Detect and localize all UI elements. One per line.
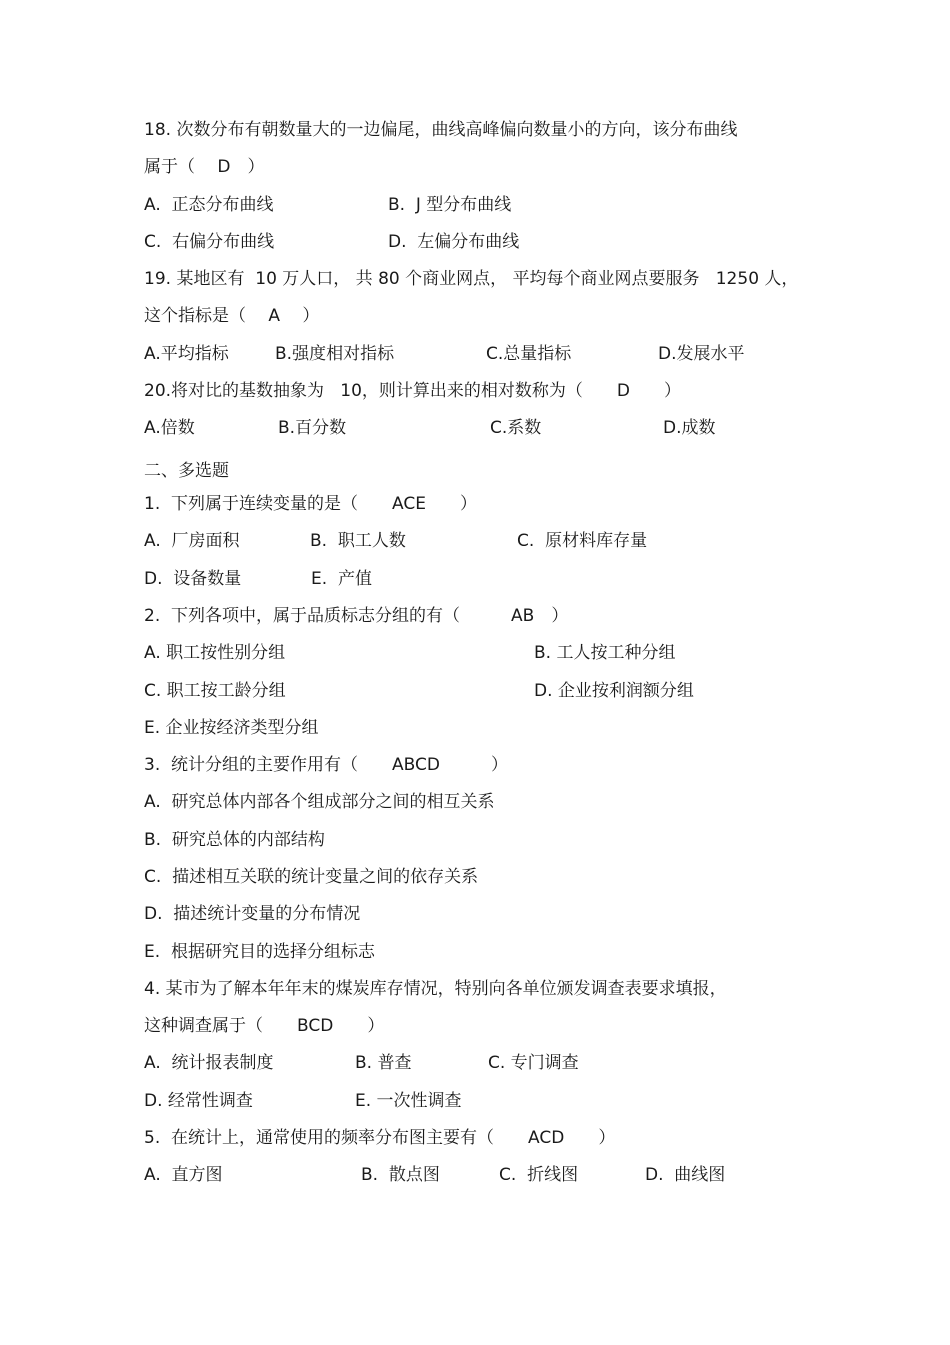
q18-stem-line1: 18. 次数分布有朝数量大的一边偏尾，曲线高峰偏向数量小的方向，该分布曲线 — [144, 120, 738, 140]
q19-option-a: A.平均指标 — [144, 344, 229, 364]
m3-option-a: A. 研究总体内部各个组成部分之间的相互关系 — [144, 792, 495, 812]
m1-option-d: D. 设备数量 — [144, 569, 242, 589]
m4-option-e: E. 一次性调查 — [355, 1091, 462, 1111]
q18-option-c: C. 右偏分布曲线 — [144, 232, 275, 252]
m4-option-c: C. 专门调查 — [488, 1053, 579, 1073]
m3-stem: 3. 统计分组的主要作用有（ ABCD ） — [144, 755, 508, 775]
q20-stem: 20.将对比的基数抽象为 10，则计算出来的相对数称为（ D ） — [144, 381, 681, 401]
q18-option-a: A. 正态分布曲线 — [144, 195, 274, 215]
m5-option-a: A. 直方图 — [144, 1165, 223, 1185]
section-heading-multiple-choice: 二、多选题 — [144, 461, 229, 481]
m5-option-d: D. 曲线图 — [645, 1165, 726, 1185]
m2-option-b: B. 工人按工种分组 — [534, 643, 676, 663]
m1-stem: 1. 下列属于连续变量的是（ ACE ） — [144, 494, 477, 514]
m4-option-d: D. 经常性调查 — [144, 1091, 253, 1111]
m4-stem-line1: 4. 某市为了解本年年末的煤炭库存情况，特别向各单位颁发调查表要求填报， — [144, 979, 727, 999]
q20-option-a: A.倍数 — [144, 418, 195, 438]
m1-option-a: A. 厂房面积 — [144, 531, 240, 551]
m2-stem: 2. 下列各项中，属于品质标志分组的有（ AB ） — [144, 606, 569, 626]
q18-option-b: B. J 型分布曲线 — [388, 195, 512, 215]
m2-option-d: D. 企业按利润额分组 — [534, 681, 694, 701]
m5-option-b: B. 散点图 — [361, 1165, 440, 1185]
q20-option-d: D.成数 — [663, 418, 716, 438]
m3-option-b: B. 研究总体的内部结构 — [144, 830, 325, 850]
m4-stem-line2: 这种调查属于（ BCD ） — [144, 1016, 385, 1036]
q19-stem-line1: 19. 某地区有 10 万人口， 共 80 个商业网点， 平均每个商业网点要服务 1250 人， — [144, 269, 799, 289]
m5-option-c: C. 折线图 — [499, 1165, 579, 1185]
m4-option-a: A. 统计报表制度 — [144, 1053, 274, 1073]
m3-option-c: C. 描述相互关联的统计变量之间的依存关系 — [144, 867, 479, 887]
q18-option-d: D. 左偏分布曲线 — [388, 232, 520, 252]
m3-option-d: D. 描述统计变量的分布情况 — [144, 904, 361, 924]
q20-option-c: C.系数 — [490, 418, 542, 438]
m4-option-b: B. 普查 — [355, 1053, 412, 1073]
m1-option-e: E. 产值 — [311, 569, 372, 589]
m1-option-c: C. 原材料库存量 — [517, 531, 648, 551]
q19-option-c: C.总量指标 — [486, 344, 572, 364]
q18-stem-line2: 属于（ D ） — [144, 157, 265, 177]
q19-option-b: B.强度相对指标 — [275, 344, 395, 364]
q20-option-b: B.百分数 — [278, 418, 347, 438]
q19-option-d: D.发展水平 — [658, 344, 745, 364]
q19-stem-line2: 这个指标是（ A ） — [144, 306, 320, 326]
m1-option-b: B. 职工人数 — [310, 531, 406, 551]
m5-stem: 5. 在统计上，通常使用的频率分布图主要有（ ACD ） — [144, 1128, 616, 1148]
m2-option-c: C. 职工按工龄分组 — [144, 681, 286, 701]
m3-option-e: E. 根据研究目的选择分组标志 — [144, 942, 375, 962]
m2-option-a: A. 职工按性别分组 — [144, 643, 286, 663]
m2-option-e: E. 企业按经济类型分组 — [144, 718, 319, 738]
